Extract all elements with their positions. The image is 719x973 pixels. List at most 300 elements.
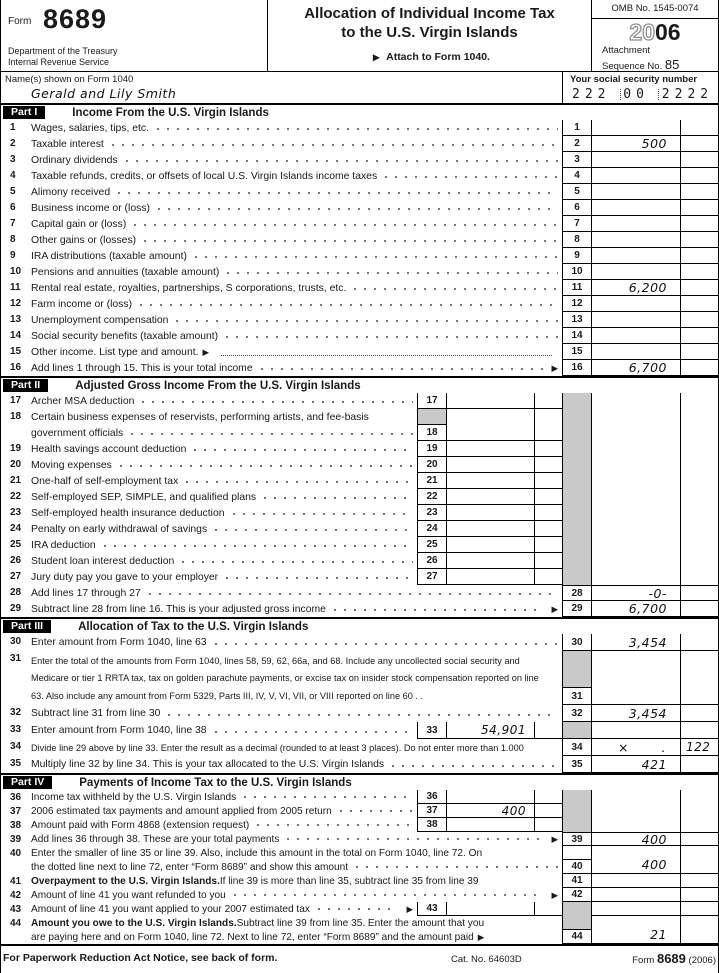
- line-number: 26: [10, 555, 22, 566]
- line-label-text: Taxable interest: [31, 138, 104, 150]
- line-label: [31, 902, 417, 916]
- form-number: 8689: [43, 4, 108, 34]
- dot-leader: [330, 601, 544, 617]
- inner-line-number: 20: [417, 457, 446, 473]
- outer-amount-cell: [591, 409, 680, 441]
- line-number: 21: [10, 475, 22, 486]
- entry-line-number: 16: [562, 360, 591, 376]
- outer-amount-cell: [591, 521, 680, 537]
- line-34-amount-field[interactable]: [591, 739, 680, 756]
- line-number: 39: [10, 834, 22, 845]
- form-line-38: [1, 818, 718, 832]
- form-line-22: [1, 489, 718, 505]
- outer-cents-cell: [680, 457, 718, 473]
- line-5-cents-field[interactable]: [680, 184, 718, 200]
- line-label: [31, 360, 562, 376]
- dot-leader: [138, 393, 413, 409]
- dot-leader: [283, 832, 543, 846]
- part-bar: [1, 617, 718, 634]
- form-line-3: [1, 152, 718, 168]
- line-19-amount-field[interactable]: [446, 441, 534, 457]
- form-line-4: [1, 168, 718, 184]
- line-4-amount-field[interactable]: [591, 168, 680, 184]
- line-label: [31, 312, 562, 328]
- line-39-amount-field[interactable]: 400: [591, 832, 680, 846]
- line-number: 27: [10, 571, 22, 582]
- line-27-amount-field[interactable]: [446, 569, 534, 585]
- line-number: 17: [10, 395, 22, 406]
- inner-line-number: 22: [417, 489, 446, 505]
- line-label: [31, 409, 417, 441]
- line-31-cents-field[interactable]: [680, 651, 718, 705]
- outer-amount-cell: [591, 818, 680, 832]
- line-label-text2: the dotted line next to line 72, enter “Form 8689” and show this amount: [31, 861, 349, 873]
- line-label: [31, 296, 562, 312]
- line-label-text: Other income. List type and amount.: [31, 346, 199, 358]
- form-line-5: [1, 184, 718, 200]
- part-label: Part II: [3, 379, 48, 393]
- line-label-text: Business income or (loss): [31, 202, 150, 214]
- line-15-amount-field[interactable]: [591, 344, 680, 360]
- dot-leader: [172, 312, 558, 328]
- inner-line-number: 38: [417, 818, 446, 832]
- form-line-24: [1, 521, 718, 537]
- dot-leader: [154, 200, 558, 216]
- dot-leader: [388, 756, 558, 773]
- inner-line-number: 18: [426, 427, 438, 438]
- line-number: 44: [10, 918, 22, 929]
- dot-leader: [350, 280, 558, 296]
- line-label: [31, 344, 562, 360]
- name-label: Name(s) shown on Form 1040: [5, 74, 134, 85]
- line-32-cents-field[interactable]: [680, 705, 718, 722]
- form-line-12: [1, 296, 718, 312]
- line-24-amount-field[interactable]: [446, 521, 534, 537]
- line-number-box: [562, 916, 591, 944]
- arrow-icon: ▶: [551, 603, 558, 614]
- line-number: 33: [10, 724, 22, 735]
- line-label: [31, 232, 562, 248]
- line-33-cents-field[interactable]: [534, 722, 562, 739]
- line-20-amount-field[interactable]: [446, 457, 534, 473]
- part-section: [1, 393, 718, 617]
- line-39-cents-field[interactable]: [680, 832, 718, 846]
- line-label-text: Multiply line 32 by line 34. This is your tax allocated to the U.S. Virgin Islands: [31, 759, 385, 770]
- inner-line-number-box: [417, 409, 446, 441]
- line-38-cents-field[interactable]: [534, 818, 562, 832]
- dot-leader: [116, 457, 413, 473]
- line-number: 29: [10, 603, 22, 614]
- line-number-box: [562, 651, 591, 705]
- entry-line-number: 30: [562, 634, 591, 651]
- inner-line-number: 33: [417, 722, 446, 739]
- line-label: [31, 739, 562, 756]
- line-label: [31, 120, 562, 136]
- line-44-cents-field[interactable]: [680, 916, 718, 944]
- dot-leader: [413, 691, 423, 701]
- line-17-cents-field[interactable]: [534, 393, 562, 409]
- form-line-31: [1, 651, 718, 705]
- shaded-cell: [562, 409, 591, 441]
- inner-line-number: 43: [417, 902, 446, 916]
- line-21-amount-field[interactable]: [446, 473, 534, 489]
- line-label: [31, 136, 562, 152]
- outer-amount-cell: [591, 393, 680, 409]
- form-line-33: [1, 722, 718, 739]
- outer-cents-cell: [680, 804, 718, 818]
- form-line-40: [1, 846, 718, 874]
- name-row: [1, 72, 718, 103]
- line-number: 14: [10, 330, 22, 341]
- name-input[interactable]: Gerald and Lily Smith: [31, 86, 177, 101]
- omb-number: OMB No. 1545-0074: [592, 0, 718, 19]
- entry-line-number: 39: [562, 832, 591, 846]
- outer-amount-cell: [591, 722, 680, 739]
- form-word: Form: [8, 16, 32, 27]
- line-23-amount-field[interactable]: [446, 505, 534, 521]
- line-11-amount-field[interactable]: 6,200: [591, 280, 680, 296]
- line-43-amount-field[interactable]: [446, 902, 534, 916]
- line-5-amount-field[interactable]: [591, 184, 680, 200]
- form-line-28: [1, 585, 718, 601]
- line-label: [31, 200, 562, 216]
- shaded-cell: [562, 569, 591, 585]
- line-19-cents-field[interactable]: [534, 441, 562, 457]
- line-42-amount-field[interactable]: [591, 888, 680, 902]
- line-label-text: Taxable refunds, credits, or offsets of local U.S. Virgin Islands income taxes: [31, 170, 378, 182]
- omb-block: [591, 0, 718, 71]
- line-33-amount-field[interactable]: 54,901: [446, 722, 534, 739]
- dot-leader: [211, 722, 413, 739]
- entry-line-number: 40: [571, 861, 583, 872]
- dot-leader: [257, 360, 544, 376]
- line-6-amount-field[interactable]: [591, 200, 680, 216]
- line-1-cents-field[interactable]: [680, 120, 718, 136]
- line-label-text: Amount paid with Form 4868 (extension request): [31, 819, 250, 831]
- line-label-text: Penalty on early withdrawal of savings: [31, 523, 208, 535]
- line-number-box: [562, 846, 591, 874]
- dot-leader: [136, 296, 558, 312]
- outer-amount-cell: [591, 537, 680, 553]
- form-body: [1, 103, 718, 944]
- form-line-13: [1, 312, 718, 328]
- line-41-cents-field[interactable]: [680, 874, 718, 888]
- shaded-cell: [562, 489, 591, 505]
- line-number: 38: [10, 820, 22, 831]
- shaded-cell: [562, 441, 591, 457]
- dot-leader: [240, 790, 413, 804]
- form-line-42: [1, 888, 718, 902]
- entry-line-number: 6: [562, 200, 591, 216]
- line-label: [31, 601, 562, 617]
- line-label-text: Add lines 36 through 38. These are your total payments: [31, 833, 280, 845]
- line-44-amount-field[interactable]: 21: [591, 916, 680, 944]
- arrow-icon: ▶: [551, 833, 558, 844]
- outer-cents-cell: [680, 569, 718, 585]
- line-label: [31, 168, 562, 184]
- line-number: 8: [10, 234, 16, 245]
- dot-leader: [191, 248, 558, 264]
- line-label: [31, 216, 562, 232]
- form-line-21: [1, 473, 718, 489]
- line-35-cents-field[interactable]: [680, 756, 718, 773]
- outer-amount-cell: [591, 473, 680, 489]
- line-6-cents-field[interactable]: [680, 200, 718, 216]
- line-label: [31, 264, 562, 280]
- outer-cents-cell: [680, 473, 718, 489]
- paperwork-notice: For Paperwork Reduction Act Notice, see back of form.: [3, 952, 278, 964]
- form-line-25: [1, 537, 718, 553]
- inner-line-number: 21: [417, 473, 446, 489]
- attach-instruction: ▶ Attach to Form 1040.: [373, 50, 490, 63]
- line-24-cents-field[interactable]: [534, 521, 562, 537]
- tax-year: 2006: [629, 19, 681, 45]
- line-label: [31, 457, 417, 473]
- line-label-text: Divide line 29 above by line 33. Enter the result as a decimal (rounded to at least 3 places). Do not enter more than 1.000: [31, 742, 524, 753]
- line-30-amount-field[interactable]: 3,454: [591, 634, 680, 651]
- line-3-cents-field[interactable]: [680, 152, 718, 168]
- entry-line-number: 2: [562, 136, 591, 152]
- outer-cents-cell: [680, 409, 718, 441]
- form-line-26: [1, 553, 718, 569]
- line-label-text: Jury duty pay you gave to your employer: [31, 571, 219, 583]
- line-31-amount-field[interactable]: [591, 651, 680, 705]
- line-label-row2: [31, 860, 562, 874]
- form-line-39: [1, 832, 718, 846]
- dot-leader: [164, 705, 558, 722]
- part-bar: [1, 773, 718, 790]
- line-23-cents-field[interactable]: [534, 505, 562, 521]
- dot-leader: [230, 888, 544, 902]
- line-41-amount-field[interactable]: [591, 874, 680, 888]
- outer-amount-cell: [591, 804, 680, 818]
- line-number: 40: [10, 848, 22, 859]
- line-9-cents-field[interactable]: [680, 248, 718, 264]
- form-line-1: [1, 120, 718, 136]
- dot-leader: [182, 473, 413, 489]
- part-title: Payments of Income Tax to the U.S. Virgin Islands: [79, 776, 352, 789]
- form-line-6: [1, 200, 718, 216]
- line-13-cents-field[interactable]: [680, 312, 718, 328]
- form-line-41: [1, 874, 718, 888]
- form-line-32: [1, 705, 718, 722]
- shaded-cell: [562, 505, 591, 521]
- dot-leader: [145, 585, 558, 601]
- form-line-18: [1, 409, 718, 441]
- line-37-amount-field[interactable]: 400: [446, 804, 534, 818]
- outer-amount-cell: [591, 441, 680, 457]
- line-16-cents-field[interactable]: [680, 360, 718, 376]
- entry-line-number: 15: [562, 344, 591, 360]
- footer-form-number: 8689: [656, 951, 686, 966]
- line-26-amount-field[interactable]: [446, 553, 534, 569]
- line-28-cents-field[interactable]: [680, 585, 718, 601]
- dot-leader: [140, 232, 558, 248]
- dot-leader: [114, 184, 558, 200]
- line-label-text: IRA deduction: [31, 539, 96, 551]
- sequence-number: 85: [664, 57, 680, 73]
- entry-line-number: 42: [562, 888, 591, 902]
- line-label-text: Wages, salaries, tips, etc.: [31, 122, 149, 134]
- line-27-cents-field[interactable]: [534, 569, 562, 585]
- outer-cents-cell: [680, 818, 718, 832]
- line-32-amount-field[interactable]: 3,454: [591, 705, 680, 722]
- line-42-cents-field[interactable]: [680, 888, 718, 902]
- line-35-amount-field[interactable]: 421: [591, 756, 680, 773]
- line-20-cents-field[interactable]: [534, 457, 562, 473]
- inner-line-number: 17: [417, 393, 446, 409]
- line-2-cents-field[interactable]: [680, 136, 718, 152]
- outer-amount-cell: [591, 505, 680, 521]
- inner-line-number: 19: [417, 441, 446, 457]
- line-34-cents-field[interactable]: 122: [680, 739, 718, 756]
- arrow-icon: ▶: [406, 903, 413, 914]
- entry-line-number: 35: [562, 756, 591, 773]
- line-number: 23: [10, 507, 22, 518]
- name-cell: [1, 72, 562, 103]
- line-30-cents-field[interactable]: [680, 634, 718, 651]
- line-7-cents-field[interactable]: [680, 216, 718, 232]
- line-label: [31, 505, 417, 521]
- line-29-amount-field[interactable]: 6,700: [591, 601, 680, 617]
- line-25-cents-field[interactable]: [534, 537, 562, 553]
- line-18-amount-field[interactable]: [446, 409, 534, 441]
- outer-amount-cell: [591, 457, 680, 473]
- shaded-cell: [562, 537, 591, 553]
- form-header: [1, 0, 718, 72]
- entry-line-number: 5: [562, 184, 591, 200]
- line-21-cents-field[interactable]: [534, 473, 562, 489]
- line-29-cents-field[interactable]: [680, 601, 718, 617]
- line-label: [31, 634, 562, 651]
- line-label-text: Enter amount from Form 1040, line 63: [31, 637, 207, 648]
- line-11-cents-field[interactable]: [680, 280, 718, 296]
- line-36-cents-field[interactable]: [534, 790, 562, 804]
- ssn-cell: [562, 72, 718, 103]
- line-label: [31, 832, 562, 846]
- outer-amount-cell: [591, 569, 680, 585]
- line-43-cents-field[interactable]: [534, 902, 562, 916]
- line-10-cents-field[interactable]: [680, 264, 718, 280]
- line-17-amount-field[interactable]: [446, 393, 534, 409]
- form-line-30: [1, 634, 718, 651]
- line-36-amount-field[interactable]: [446, 790, 534, 804]
- inner-line-number: 36: [417, 790, 446, 804]
- entry-line-number: 29: [562, 601, 591, 617]
- form-line-34: [1, 739, 718, 756]
- line-label: [31, 705, 562, 722]
- shaded-cell: [418, 409, 446, 425]
- inner-line-number: 37: [417, 804, 446, 818]
- line-18-cents-field[interactable]: [534, 409, 562, 441]
- form-line-17: [1, 393, 718, 409]
- line-37-cents-field[interactable]: [534, 804, 562, 818]
- line-25-amount-field[interactable]: [446, 537, 534, 553]
- agency-line-2: Internal Revenue Service: [8, 57, 110, 68]
- line-12-amount-field[interactable]: [591, 296, 680, 312]
- line-2-amount-field[interactable]: 500: [591, 136, 680, 152]
- line-1-amount-field[interactable]: [591, 120, 680, 136]
- line-label-text: Add lines 1 through 15. This is your total income: [31, 362, 253, 374]
- dot-leader: [314, 902, 399, 916]
- line-28-amount-field[interactable]: -0-: [591, 585, 680, 601]
- line-label-text: Self-employed health insurance deduction: [31, 507, 225, 519]
- form-line-43: [1, 902, 718, 916]
- line-label-text: Moving expenses: [31, 459, 112, 471]
- line-label-bold: Amount you owe to the U.S. Virgin Islands.: [31, 917, 237, 929]
- part-label: Part III: [3, 620, 51, 634]
- form-line-37: [1, 804, 718, 818]
- line-14-cents-field[interactable]: [680, 328, 718, 344]
- shaded-cell: [563, 916, 591, 930]
- line-label-text2: government officials: [31, 427, 124, 439]
- entry-line-number: 1: [562, 120, 591, 136]
- form-line-23: [1, 505, 718, 521]
- line-3-amount-field[interactable]: [591, 152, 680, 168]
- shaded-cell: [562, 393, 591, 409]
- line-8-cents-field[interactable]: [680, 232, 718, 248]
- line-12-cents-field[interactable]: [680, 296, 718, 312]
- line-number: 43: [10, 904, 22, 915]
- line-label-text: If line 39 is more than line 35, subtract line 35 from line 39: [219, 875, 479, 887]
- line-label-text: Health savings account deduction: [31, 443, 187, 455]
- entry-line-number: 7: [562, 216, 591, 232]
- line-7-amount-field[interactable]: [591, 216, 680, 232]
- line-label: [31, 585, 562, 601]
- line-40-cents-field[interactable]: [680, 846, 718, 874]
- line-26-cents-field[interactable]: [534, 553, 562, 569]
- entry-line-number: 3: [562, 152, 591, 168]
- line-number: 41: [10, 876, 22, 887]
- line-number: 42: [10, 890, 22, 901]
- line-22-amount-field[interactable]: [446, 489, 534, 505]
- line-14-amount-field[interactable]: [591, 328, 680, 344]
- outer-cents-cell: [680, 441, 718, 457]
- line-40-amount-field[interactable]: 400: [591, 846, 680, 874]
- line-16-amount-field[interactable]: 6,700: [591, 360, 680, 376]
- arrow-icon: ▶: [551, 362, 558, 373]
- line-15-cents-field[interactable]: [680, 344, 718, 360]
- line-9-amount-field[interactable]: [591, 248, 680, 264]
- line-38-amount-field[interactable]: [446, 818, 534, 832]
- form-line-2: [1, 136, 718, 152]
- line-number: 9: [10, 250, 16, 261]
- entry-line-number: 10: [562, 264, 591, 280]
- outer-cents-cell: [680, 722, 718, 739]
- line-10-amount-field[interactable]: [591, 264, 680, 280]
- line-22-cents-field[interactable]: [534, 489, 562, 505]
- dot-leader: [260, 489, 413, 505]
- shaded-cell: [563, 651, 591, 688]
- inner-line-number: 25: [417, 537, 446, 553]
- dot-leader: [253, 818, 413, 832]
- form-line-8: [1, 232, 718, 248]
- entry-line-number: 31: [571, 690, 583, 702]
- outer-cents-cell: [680, 489, 718, 505]
- line-8-amount-field[interactable]: [591, 232, 680, 248]
- ssn-input[interactable]: 222 00 2222: [572, 87, 714, 102]
- form-line-29: [1, 601, 718, 617]
- line-label: [31, 489, 417, 505]
- inner-line-number: 24: [417, 521, 446, 537]
- dot-leader: [223, 264, 558, 280]
- multiplication-sign: ×: [618, 739, 629, 755]
- entry-line-number: 34: [562, 739, 591, 756]
- line-13-amount-field[interactable]: [591, 312, 680, 328]
- line-label-text: Social security benefits (taxable amount): [31, 330, 219, 342]
- line-4-cents-field[interactable]: [680, 168, 718, 184]
- ssn-divider: [620, 89, 621, 100]
